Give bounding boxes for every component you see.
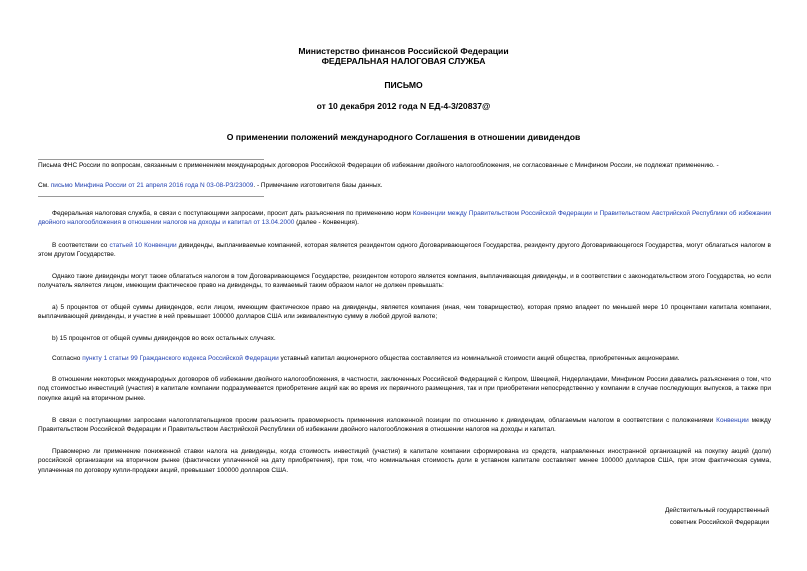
p8-text-start: В связи с поступающими запросами налогоплательщиков просим разъяснить правомерность применения изложенной позиции по отношению к дивидендам, облагаемым налогом в соответствии с положениями bbox=[52, 417, 717, 424]
convention-link-2[interactable]: Конвенции bbox=[716, 417, 749, 424]
document-subject: О применении положений международного Соглашения в отношении дивидендов bbox=[226, 132, 581, 142]
document-date: от 10 декабря 2012 года N ЕД-4-3/20837@ bbox=[316, 101, 491, 111]
document-type: ПИСЬМО bbox=[384, 80, 423, 90]
paragraph-6 bbox=[38, 354, 771, 363]
signature-line-2: советник Российской Федерации bbox=[669, 519, 769, 526]
paragraph-3: Однако такие дивиденды могут также облагаться налогом в том Договаривающемся Государстве, резидентом которого является компания, выплачивающая дивиденды, и в соответствии с законодательством этого Государства, но если получатель является лицом, имеющим фактическое право на дивиденды, то взимаемый таким образом налог не должен превышать: bbox=[38, 273, 771, 290]
article-10-link[interactable]: статьей 10 Конвенции bbox=[109, 242, 177, 249]
editor-note-reference bbox=[38, 181, 771, 190]
civil-code-link[interactable]: пункту 1 статьи 99 Гражданского кодекса Российской Федерации bbox=[82, 355, 279, 362]
note-ref-prefix: См. bbox=[38, 182, 51, 189]
p1-text-end: (далее - Конвенция). bbox=[294, 219, 359, 227]
note-ref-suffix: . - Примечание изготовителя базы данных. bbox=[253, 182, 383, 189]
paragraph-5: b) 15 процентов от общей суммы дивидендов во всех остальных случаях. bbox=[52, 335, 276, 342]
p1-text-start: Федеральная налоговая служба, в связи с поступающими запросами, просит дать разъяснения по применению норм bbox=[52, 210, 413, 217]
note-text-1: Письма ФНС России по вопросам, связанным с применением международных договоров Российской Федерации об избежании двойного налогообложения, не согласованные с Минфином России, не подлежат применению. - bbox=[38, 162, 719, 169]
paragraph-8 bbox=[38, 416, 771, 435]
signature-line-1: Действительный государственный bbox=[665, 507, 769, 514]
paragraph-4: а) 5 процентов от общей суммы дивидендов, если лицом, имеющим фактическое право на дивиденды, является компания (иная, чем товарищество), которая прямо владеет по меньшей мере 10 процентами капитала компании, выплачивающей дивиденды, и участие в ней превышает 100000 долларов США или эквивалентную сумму в любой другой валюте; bbox=[38, 304, 771, 321]
p8-text-end: между Правительством Российской Федерации и Правительством Австрийской Республики об избежании двойного налогообложения в отношении налогов на доходы и капитал. bbox=[38, 417, 771, 434]
p2-text-start: В соответствии со bbox=[52, 242, 110, 249]
p2-text-end: дивиденды, выплачиваемые компанией, которая является резидентом одного Договаривающегося Государства, резиденту другого Договаривающегося Государства, могут облагаться налогом в этом другом Государстве. bbox=[38, 242, 772, 259]
paragraph-2 bbox=[38, 241, 771, 260]
p6-text-end: уставный капитал акционерного общества составляется из номинальной стоимости акций общества, приобретенных акционерами. bbox=[278, 355, 680, 362]
convention-link[interactable]: Конвенции между Правительством Российской Федерации и Правительством Австрийской Республики об избежании двойного налогообложения в отношении налогов на доходы и капитал от 13.04.2000 bbox=[38, 210, 772, 227]
ministry-title: Министерство финансов Российской Федерации bbox=[298, 46, 509, 56]
paragraph-1 bbox=[38, 209, 771, 228]
service-title: ФЕДЕРАЛЬНАЯ НАЛОГОВАЯ СЛУЖБА bbox=[321, 56, 486, 66]
paragraph-9: Правомерно ли применение пониженной ставки налога на дивиденды, когда стоимость инвестиций (участия) в капитале компании сформирована из средств, направленных иностранной организацией на покупку акций (доли) российской организации на вторичном рынке (фактически уплаченной на дату приобретения), при том, что номинальная стоимость доли в уставном капитале составляет менее 100000 долларов США, при этом фактическая сумма, уплаченная по договору купли-продажи акций, превышает 100000 долларов США. bbox=[38, 448, 771, 474]
note-top-divider bbox=[38, 159, 264, 160]
editor-note-text bbox=[38, 161, 771, 170]
p6-text-start: Согласно bbox=[52, 355, 83, 362]
minfin-letter-link[interactable]: письмо Минфина России от 21 апреля 2016 года N 03-08-РЗ/23009 bbox=[50, 182, 254, 189]
paragraph-7: В отношении некоторых международных договоров об избежании двойного налогообложения, в частности, заключенных Российской Федерацией с Кипром, Швецией, Нидерландами, Минфином России давались разъяснения о том, что под стоимостью инвестиций (участия) в капитале компании подразумевается приобретение акций как во время их первичного размещения, так и при приобретении непосредственно у компании в случае последующих выпусков, а также при покупке акций на вторичном рынке. bbox=[38, 376, 771, 402]
note-bottom-divider bbox=[38, 196, 264, 197]
